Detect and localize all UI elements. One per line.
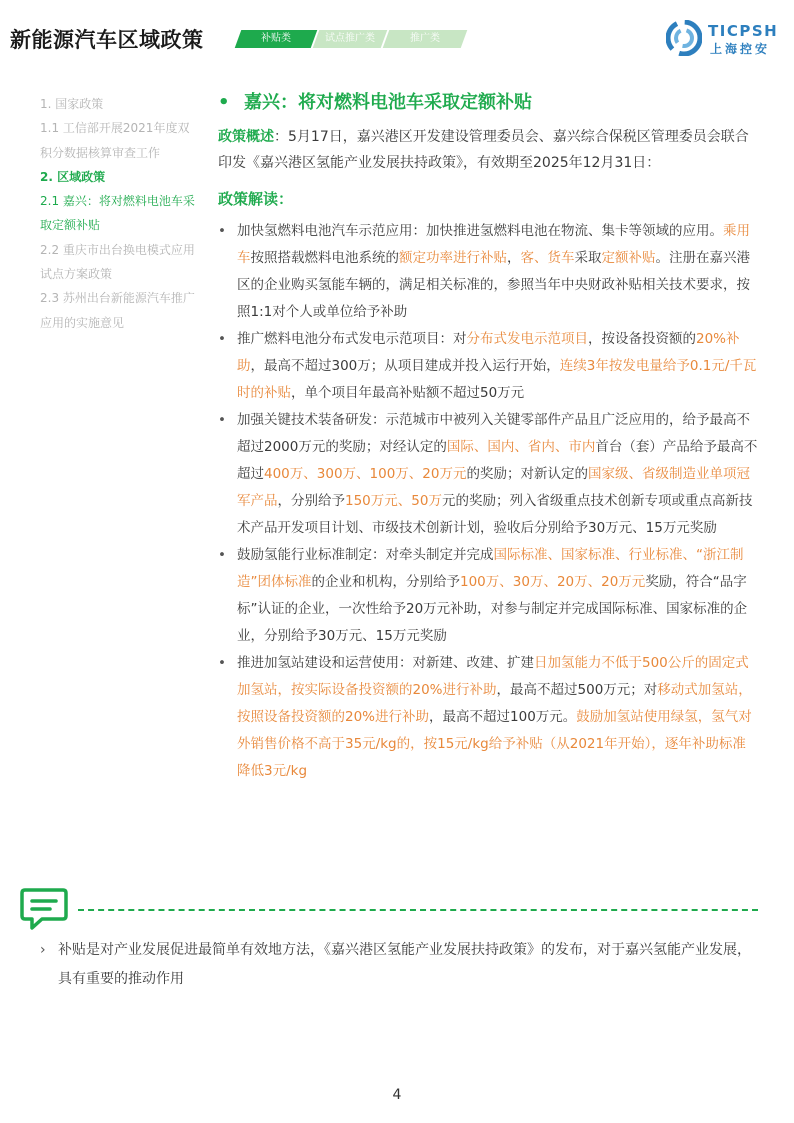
page-number: 4: [392, 1087, 402, 1103]
highlight-text: 分布式发电示范项目: [466, 331, 588, 347]
tag-promotion[interactable]: 推广类: [383, 30, 468, 48]
policy-bullet: [218, 542, 758, 650]
summary-text: 补贴是对产业发展促进最简单有效地方法，《嘉兴港区氢能产业发展扶持政策》的发布，对于嘉兴氢能产业发展，具有重要的推动作用: [58, 942, 751, 987]
bullet-text: 首台（套）产品给予最高不超过: [237, 439, 758, 482]
logo-swirl-icon: [666, 20, 702, 56]
bullet-text: 加强关键技术装备研发：示范城市中被列入关键零部件产品且广泛应用的，给予最高不超过2000万元的奖励；对经认定的: [237, 412, 750, 455]
policy-bullet-list: [218, 218, 758, 785]
tag-subsidy[interactable]: 补贴类: [235, 30, 318, 48]
policy-bullet: [218, 650, 758, 785]
main-content: [218, 88, 758, 785]
bullet-text: 推进加氢站建设和运营使用：对新建、改建、扩建: [237, 655, 534, 671]
bullet-text: 按照搭载燃料电池系统的: [250, 250, 399, 266]
bullet-text: 加快氢燃料电池汽车示范应用：加快推进氢燃料电池在物流、集卡等领域的应用。: [237, 223, 723, 239]
highlight-text: 国际、国内、省内、市内: [446, 439, 596, 455]
logo-name: TICPSH: [708, 22, 779, 40]
interpretation-label: 政策解读：: [218, 190, 294, 208]
bullet-text: ，分别给予: [277, 493, 345, 509]
bullet-dot-icon: •: [218, 92, 230, 113]
logo-chinese-name: 上海控安: [710, 42, 771, 56]
policy-bullet: [218, 326, 758, 407]
overview-label: 政策概述: [218, 129, 274, 145]
highlight-text: 乘用车: [237, 223, 750, 266]
bullet-text: 采取: [574, 250, 602, 266]
toc-item[interactable]: 2.2 重庆市出台换电模式应用试点方案政策: [40, 242, 195, 282]
tag-pilot[interactable]: 试点推广类: [313, 30, 388, 48]
highlight-text: 鼓励加氢站使用绿氢，氢气对外销售价格不高于35元/kg的，按15元/kg给予补贴（从2021年开始），逐年补助标准降低3元/kg: [237, 709, 752, 779]
section-title: • 嘉兴：将对燃料电池车采取定额补贴: [218, 88, 758, 118]
bullet-text: ，单个项目年最高补贴额不超过50万元: [291, 385, 525, 401]
bullet-text: ，最高不超过500万元；对: [496, 682, 658, 698]
highlight-text: 100万、30万、20万、20万元: [460, 574, 646, 590]
policy-overview: [218, 124, 758, 176]
toc-item[interactable]: 1. 国家政策: [40, 97, 104, 111]
message-icon: [20, 886, 68, 932]
chevron-right-icon: ›: [40, 942, 46, 958]
bullet-text: 奖励，符合“品字标”认证的企业，一次性给予20万元补助，对参与制定并完成国际标准、国家标准的企业，分别给予30万元、15万元奖励: [237, 574, 748, 644]
company-logo: [666, 20, 792, 56]
highlight-text: 移动式加氢站，按照设备投资额的20%进行补助: [237, 682, 752, 725]
highlight-text: 国际标准、国家标准、行业标准、“浙江制造”团体标准: [237, 547, 744, 590]
bullet-text: ，最高不超过300万；从项目建成并投入运行开始，: [250, 358, 560, 374]
highlight-text: 客、货车: [520, 250, 575, 266]
page-title: 新能源汽车区域政策: [10, 28, 204, 52]
highlight-text: 20%补助: [237, 331, 740, 374]
bullet-text: 的奖励；对新认定的: [466, 466, 588, 482]
overview-text: ：5月17日，嘉兴港区开发建设管理委员会、嘉兴综合保税区管理委员会联合印发《嘉兴港区氢能产业发展扶持政策》，有效期至2025年12月31日：: [218, 129, 749, 171]
bullet-text: 鼓励氢能行业标准制定：对牵头制定并完成: [237, 547, 494, 563]
bullet-text: 推广燃料电池分布式发电示范项目：对: [237, 331, 467, 347]
bullet-text: ，按设备投资额的: [588, 331, 696, 347]
highlight-text: 150万元、50万: [345, 493, 442, 509]
toc-item-current-section[interactable]: 2. 区域政策: [40, 169, 106, 184]
toc-item[interactable]: 1.1 工信部开展2021年度双积分数据核算审查工作: [40, 121, 190, 160]
bullet-text: 的企业和机构，分别给予: [311, 574, 460, 590]
toc-item[interactable]: 2.3 苏州出台新能源汽车推广应用的实施意见: [40, 291, 195, 330]
summary-note: [40, 936, 760, 994]
highlight-text: 额定功率进行补贴: [399, 250, 507, 266]
dashed-divider: [78, 909, 758, 911]
bullet-text: ，: [507, 250, 521, 266]
bullet-text: 。注册在嘉兴港区的企业购买氢能车辆的，满足相关标准的，参照当年中央财政补贴相关技术要求，按照1:1对个人或单位给予补助: [237, 250, 750, 320]
highlight-text: 连续3年按发电量给予0.1元/千瓦时的补贴: [237, 358, 757, 401]
policy-bullet: [218, 218, 758, 326]
table-of-contents: [40, 92, 200, 335]
highlight-text: 国家级、省级制造业单项冠军产品: [237, 466, 750, 509]
highlight-text: 日加氢能力不低于500公斤的固定式加氢站，按实际设备投资额的20%进行补助: [237, 655, 749, 698]
highlight-text: 定额补贴: [601, 250, 656, 266]
toc-item-current[interactable]: 2.1 嘉兴：将对燃料电池车采取定额补贴: [40, 194, 195, 233]
highlight-text: 400万、300万、100万、20万元: [264, 466, 467, 482]
bullet-text: ，最高不超过100万元。: [429, 709, 577, 725]
bullet-text: 元的奖励；列入省级重点技术创新专项或重点高新技术产品开发项目计划、市级技术创新计划，验收后分别给予30万元、15万元奖励: [237, 493, 753, 536]
policy-bullet: [218, 407, 758, 542]
